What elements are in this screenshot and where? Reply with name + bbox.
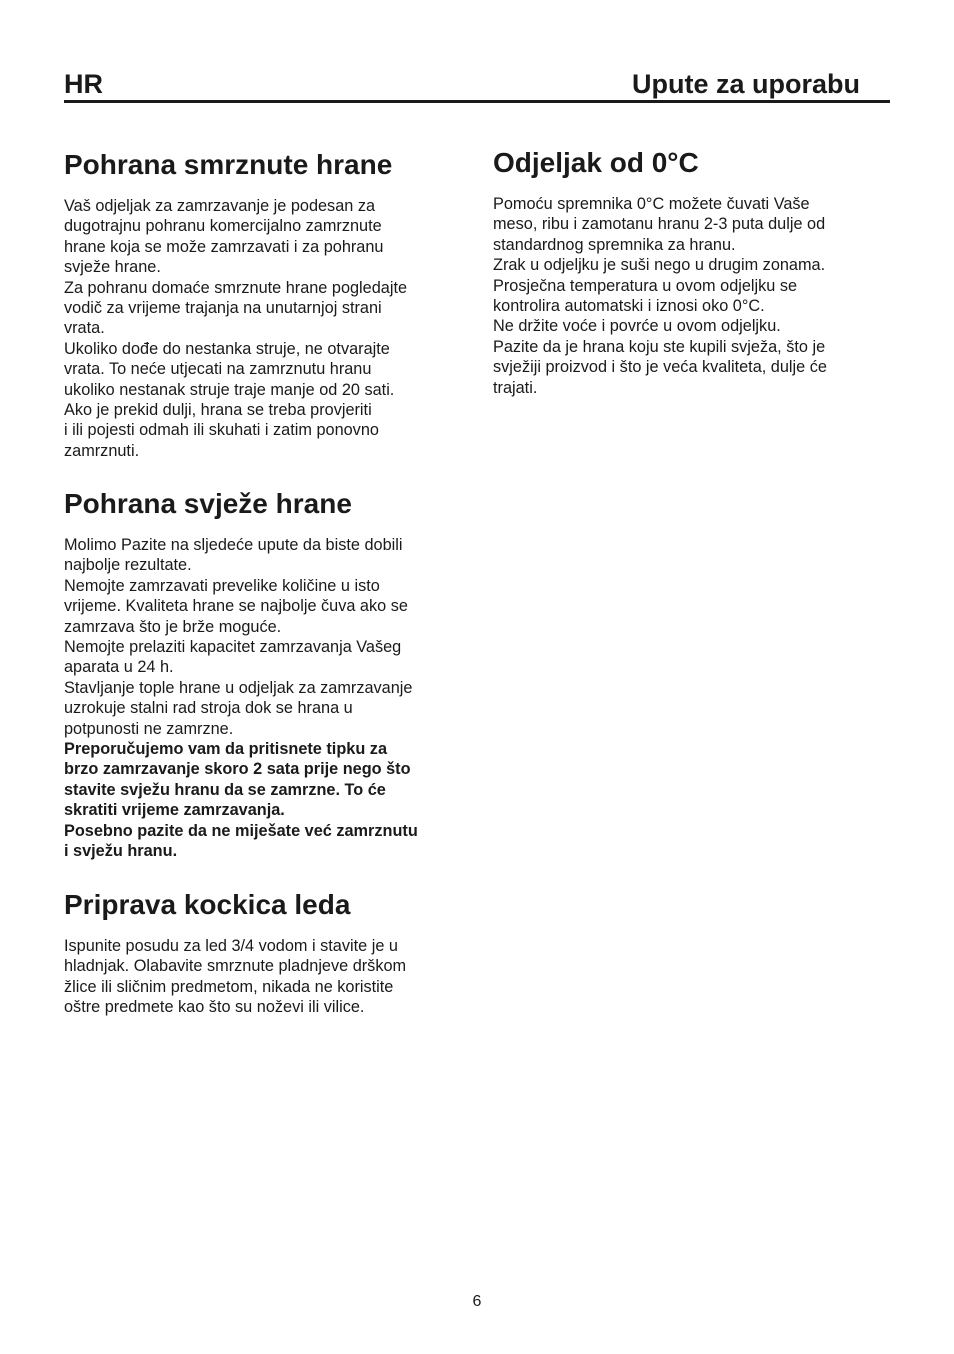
paragraph: Nemojte prelaziti kapacitet zamrzavanja Vašeg aparata u 24 h. <box>64 638 402 677</box>
document-title: Upute za uporabu <box>632 69 860 99</box>
page-number: 6 <box>472 1293 482 1310</box>
section-zero-degree <box>493 146 893 398</box>
bold-recommendation: Preporučujemo vam da pritisnete tipku za brzo zamrzavanje skoro 2 sata prije nego što stavite svježu hranu da se zamrzne. To će skratiti vrijeme zamrzavanja. <box>64 740 411 820</box>
section-title-frozen-food: Pohrana smrznute hrane <box>64 149 393 180</box>
paragraph: Ne držite voće i povrće u ovom odjeljku. <box>493 317 781 336</box>
bold-warning: Posebno pazite da ne miješate već zamrznutu i svježu hranu. <box>64 821 418 861</box>
paragraph: Molimo Pazite na sljedeće upute da biste dobili najbolje rezultate. <box>64 536 403 575</box>
paragraph: Pazite da je hrana koju ste kupili svježa, što je svježiji proizvod i što je veća kvaliteta, dulje će trajati. <box>493 337 827 397</box>
page-header <box>64 66 890 102</box>
paragraph: Vaš odjeljak za zamrzavanje je podesan za dugotrajnu pohranu komercijalno zamrznute hrane koja se može zamrzavati i za pohranu svježe hrane. <box>64 197 384 277</box>
section-title-ice-cubes: Priprava kockica leda <box>64 889 351 920</box>
paragraph: Stavljanje tople hrane u odjeljak za zamrzavanje uzrokuje stalni rad stroja dok se hrana u potpunosti ne zamrzne. <box>64 678 413 738</box>
paragraph: Za pohranu domaće smrznute hrane pogledajte vodič za vrijeme trajanja na unutarnjoj strani vrata. <box>64 278 408 338</box>
section-title-zero-degree: Odjeljak od 0°C <box>493 147 699 178</box>
section-frozen-food <box>64 148 474 461</box>
paragraph: Ispunite posudu za led 3/4 vodom i stavite je u hladnjak. Olabavite smrznute pladnjeve drškom žlice ili sličnim predmetom, nikada ne koristite oštre predmete kao što su noževi ili vilice. <box>64 937 407 1017</box>
header-divider <box>64 100 890 103</box>
section-ice-cubes <box>64 888 474 1018</box>
paragraph: Pomoću spremnika 0°C možete čuvati Vaše meso, ribu i zamotanu hranu 2-3 puta dulje od standardnog spremnika za hranu. <box>493 195 826 254</box>
language-code: HR <box>64 69 103 99</box>
paragraph: Zrak u odjeljku je suši nego u drugim zonama. Prosječna temperatura u ovom odjeljku se kontrolira automatski i iznosi oko 0°C. <box>493 256 826 316</box>
paragraph: Nemojte zamrzavati prevelike količine u isto vrijeme. Kvaliteta hrane se najbolje čuva ako se zamrzava što je brže moguće. <box>64 576 408 636</box>
section-fresh-food <box>64 487 474 862</box>
section-title-fresh-food: Pohrana svježe hrane <box>64 488 352 519</box>
paragraph: Ukoliko dođe do nestanka struje, ne otvarajte vrata. To neće utjecati na zamrznutu hranu ukoliko nestanak struje traje manje od 20 sati. Ako je prekid dulji, hrana se treba provjeriti i ili pojesti odmah ili skuhati i zatim ponovno zamrznuti. <box>64 339 395 460</box>
